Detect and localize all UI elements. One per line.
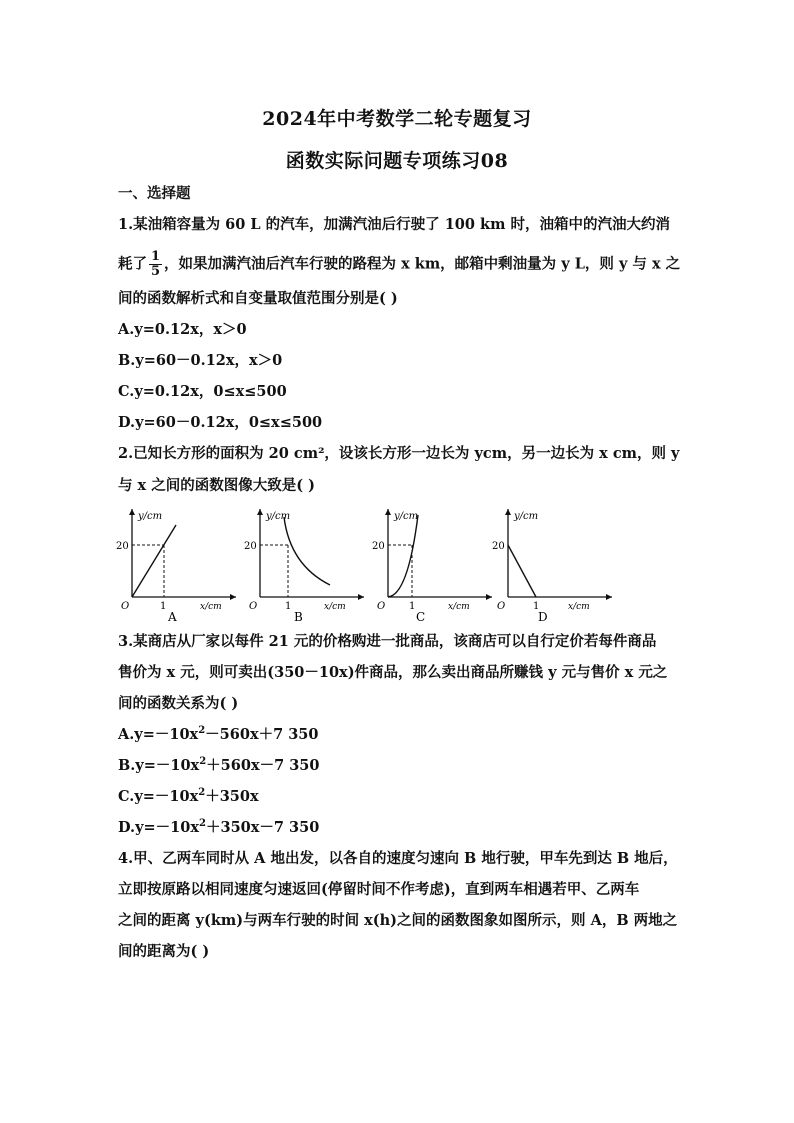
q3-option-d [118,818,319,838]
function-curve [508,545,536,597]
x-tick-label: 1 [285,601,292,612]
q2-line-1: 2.已知长方形的面积为 20 cm²，设该长方形一边长为 ycm，另一边长为 x cm，则 y [118,445,680,462]
y-axis-label: y/cm [514,511,539,522]
graph-c-svg [372,505,497,623]
q4-line-4: 间的距离为( ) [118,943,210,960]
y-axis-arrow [257,509,263,515]
y-tick-label: 20 [244,541,257,552]
q1-line-1: 1.某油箱容量为 60 L 的汽车，加满汽油后行驶了 100 km 时，油箱中的汽油大约消 [118,216,670,233]
q4-line-3: 之间的距离 y(km)与两车行驶的时间 x(h)之间的函数图象如图所示，则 A，B 两地之 [118,912,678,929]
function-curve [284,517,330,585]
x-axis-arrow [230,594,236,600]
option-text-pre: B.y=－10x [118,757,200,774]
graph-label: C [416,610,426,623]
x-axis-arrow [606,594,612,600]
q2-line-2: 与 x 之间的函数图像大致是( ) [118,477,316,494]
section-heading: 一、选择题 [118,185,191,202]
fraction-one-fifth [149,250,162,279]
option-text-pre: A.y=－10x [118,726,199,743]
q4-line-1: 4.甲、乙两车同时从 A 地出发，以各自的速度匀速向 B 地行驶，甲车先到达 B 地后， [118,850,678,867]
y-axis-label: y/cm [138,511,163,522]
origin-label: O [249,601,258,612]
q1-line-2 [118,250,680,279]
x-axis-label: x/cm [324,602,346,612]
exponent: 2 [199,818,206,830]
y-axis-arrow [385,509,391,515]
option-text-post: ＋350x－7 350 [205,819,320,836]
graph-option-a [116,505,241,627]
q4-line-2: 立即按原路以相同速度匀速返回(停留时间不作考虑)，直到两车相遇若甲、乙两车 [118,881,640,898]
q3-line-1: 3.某商店从厂家以每件 21 元的价格购进一批商品，该商店可以自行定价若每件商品 [118,633,657,650]
y-tick-label: 20 [372,541,385,552]
option-text-post: －560x＋7 350 [205,726,319,743]
graph-b-svg [244,505,369,623]
q1-option-c: C.y=0.12x，0≤x≤500 [118,383,287,400]
document-subtitle: 函数实际问题专项练习08 [285,150,509,172]
y-tick-label: 20 [116,541,129,552]
option-text-post: ＋350x [205,788,259,805]
y-axis-label: y/cm [394,511,419,522]
x-axis-label: x/cm [200,602,222,612]
graph-a-svg [116,505,241,623]
graph-label: B [294,610,303,623]
x-tick-label: 1 [160,601,167,612]
x-axis-arrow [358,594,364,600]
graph-option-d [492,505,617,627]
graph-option-c [372,505,497,627]
q1-option-d: D.y=60－0.12x，0≤x≤500 [118,414,323,431]
q1-option-b: B.y=60－0.12x，x＞0 [118,352,283,369]
graph-label: D [538,610,548,623]
origin-label: O [377,601,386,612]
graph-option-b [244,505,369,627]
q1-option-a: A.y=0.12x，x＞0 [118,321,247,338]
graph-label: A [168,610,177,623]
x-axis-label: x/cm [448,602,470,612]
origin-label: O [497,601,506,612]
exponent: 2 [199,756,207,768]
y-tick-label: 20 [492,541,505,552]
x-tick-label: 1 [409,601,416,612]
y-axis-arrow [129,509,135,515]
x-axis-label: x/cm [568,602,590,612]
function-curve [388,515,418,597]
fraction-denominator: 5 [151,264,161,279]
exponent: 2 [198,787,206,799]
q3-option-c [118,787,259,807]
q1-line-2-pre: 耗了 [118,255,147,273]
q3-line-2: 售价为 x 元，则可卖出(350－10x)件商品，那么卖出商品所赚钱 y 元与售价 x 元之 [118,664,668,681]
q3-option-a [118,725,319,745]
graph-d-svg [492,505,617,623]
q1-line-3: 间的函数解析式和自变量取值范围分别是( ) [118,290,398,307]
q3-option-b [118,756,320,776]
x-tick-label: 1 [533,601,540,612]
y-axis-label: y/cm [266,511,291,522]
y-axis-arrow [505,509,511,515]
origin-label: O [121,601,130,612]
option-text-post: ＋560x－7 350 [206,757,320,774]
exponent: 2 [198,725,206,737]
function-curve [132,525,176,597]
option-text-pre: C.y=－10x [118,788,199,805]
option-text-pre: D.y=－10x [118,819,200,836]
q1-line-2-post: ，如果加满汽油后汽车行驶的路程为 x km，邮箱中剩油量为 y L，则 y 与 x 之 [164,255,681,273]
fraction-numerator: 1 [151,249,161,264]
q3-line-3: 间的函数关系为( ) [118,695,239,712]
document-title: 2024年中考数学二轮专题复习 [262,108,532,130]
